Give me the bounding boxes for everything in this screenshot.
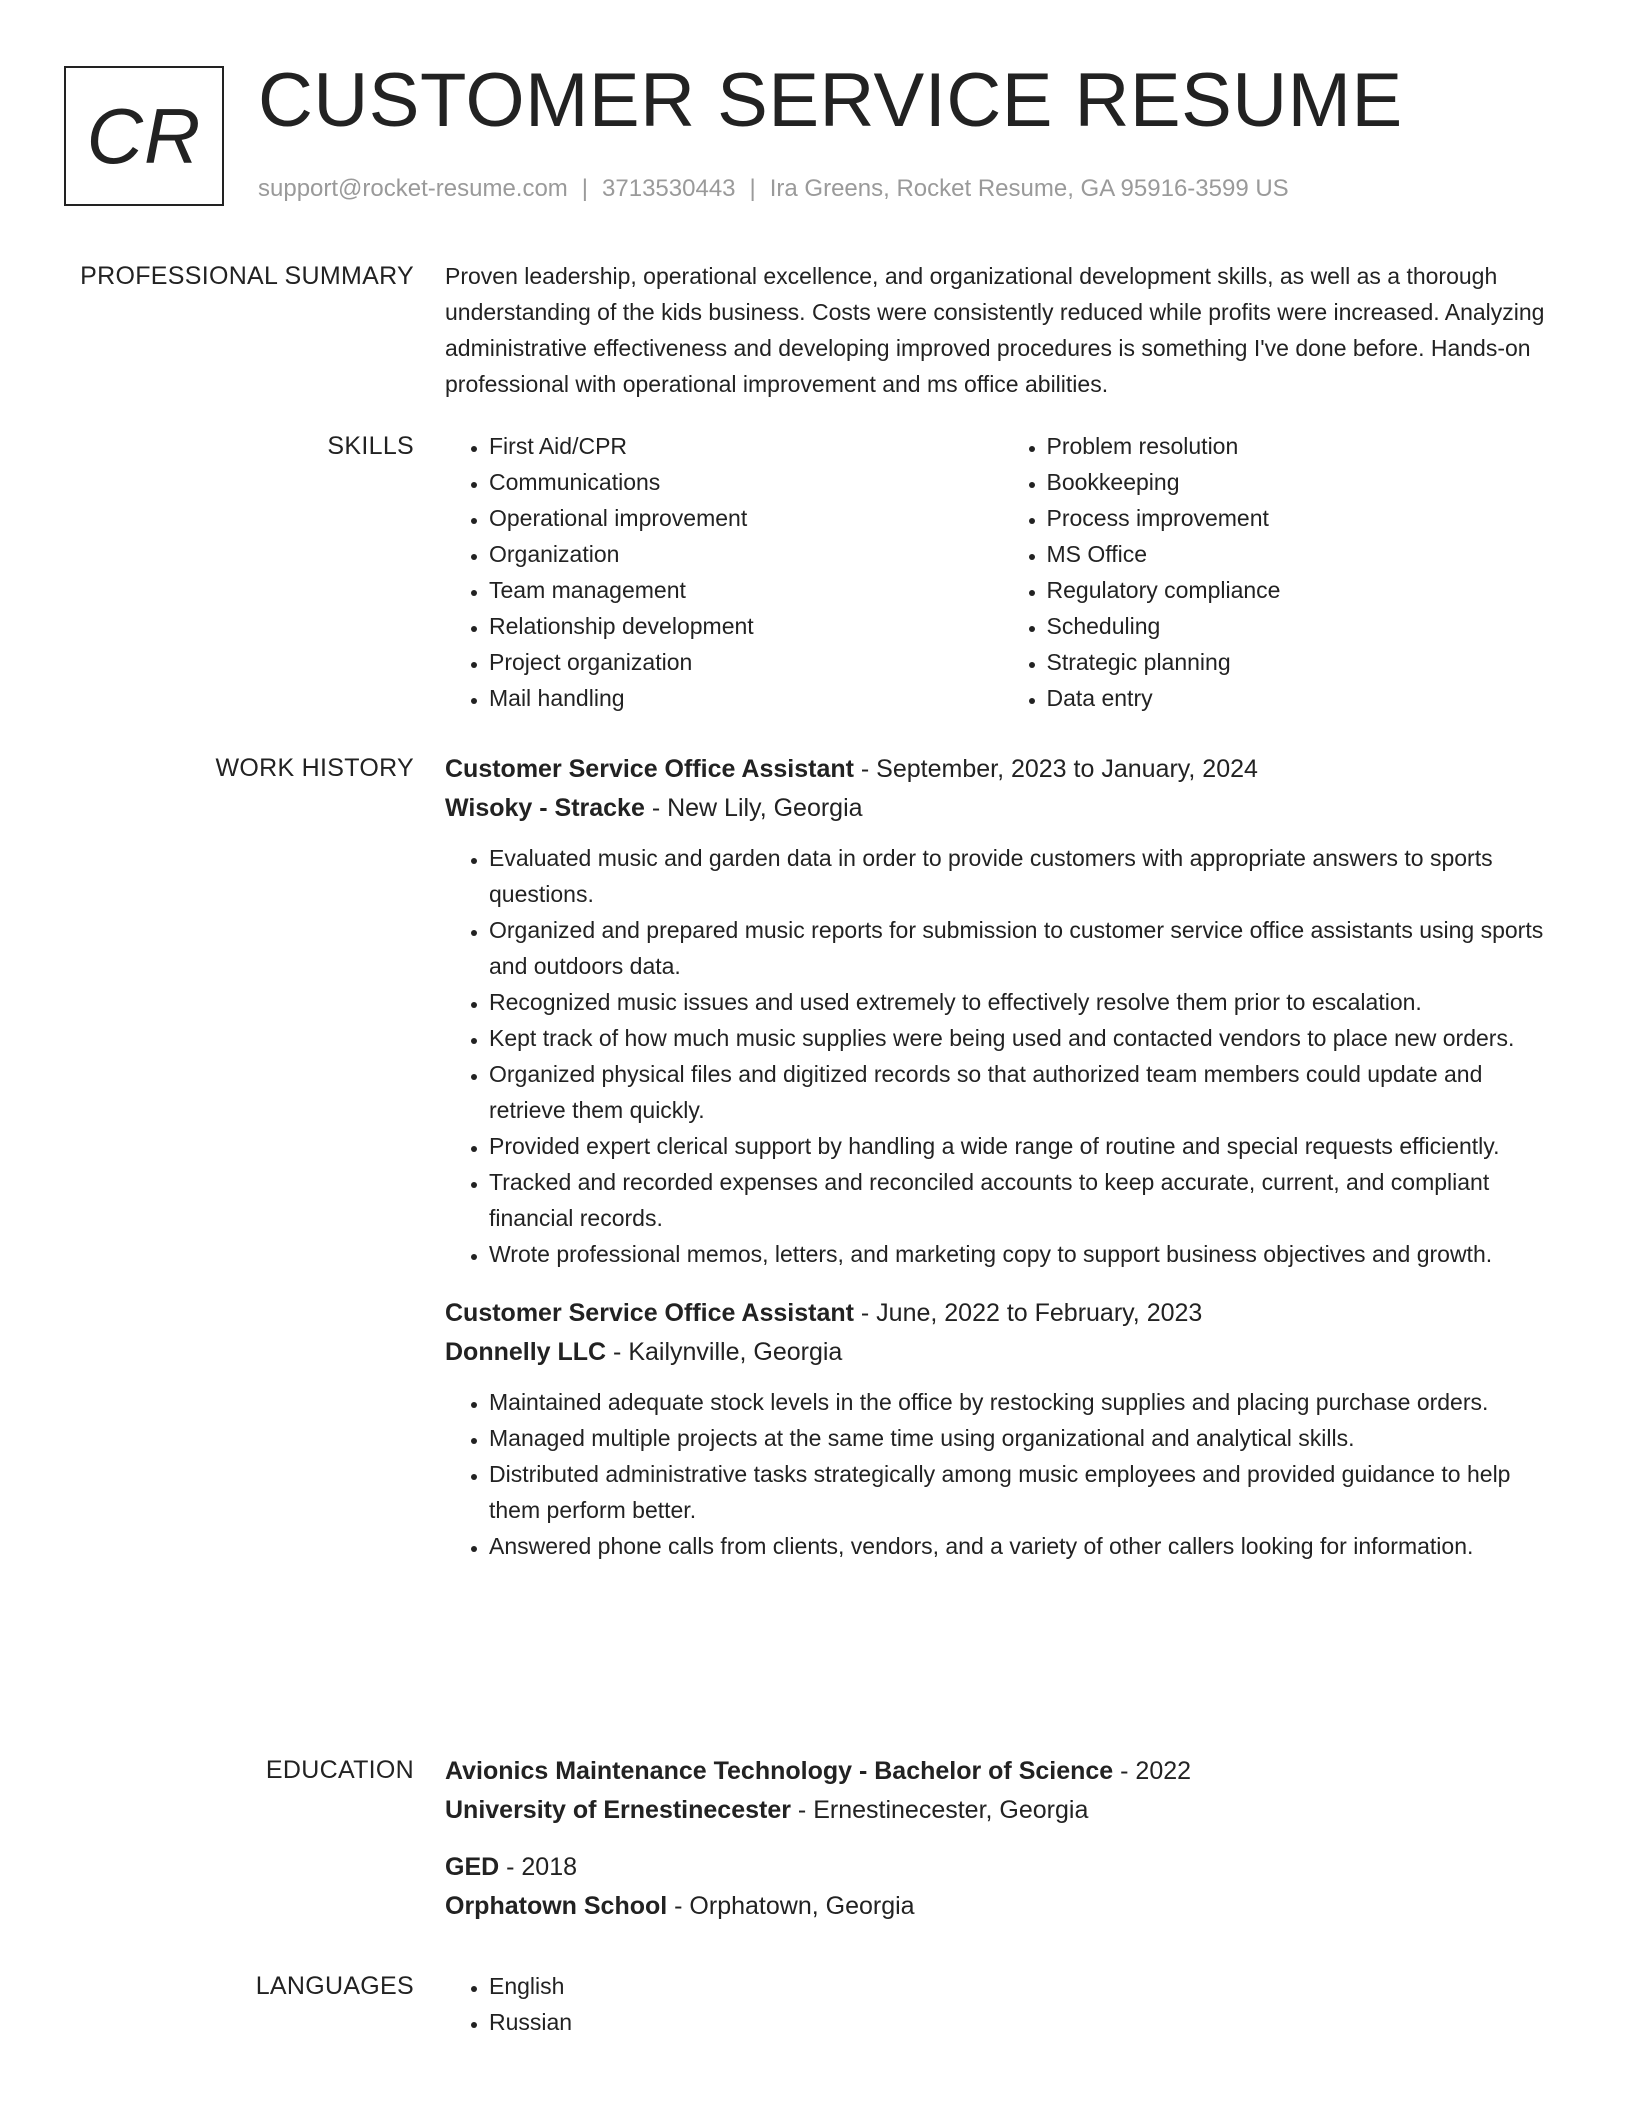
languages-body (445, 1968, 1560, 2040)
job-entry (445, 750, 1560, 1272)
job-bullets (445, 840, 1560, 1272)
work-body (445, 750, 1560, 1564)
skill-item: • Process improvement (1047, 500, 1561, 536)
skill-item: • Communications (489, 464, 1003, 500)
job-bullet: • Maintained adequate stock levels in the office by restocking supplies and placing purchase orders. (489, 1384, 1560, 1420)
education-school: University of Ernestinecester (445, 1796, 791, 1824)
job-title-line (445, 750, 1560, 788)
education-entry (445, 1848, 1560, 1926)
job-bullet: • Organized and prepared music reports for submission to customer service office assistants using sports and outdoors data. (489, 912, 1560, 984)
contact-line (258, 174, 1289, 204)
monogram-box (64, 66, 224, 206)
education-school-line (445, 1886, 1560, 1926)
summary-body (445, 258, 1560, 402)
contact-address: Ira Greens, Rocket Resume, GA 95916-3599 US (769, 175, 1289, 202)
job-bullet: • Kept track of how much music supplies were being used and contacted vendors to place new orders. (489, 1020, 1560, 1056)
education-location: - Ernestinecester, Georgia (790, 1796, 1089, 1824)
skill-item: • Problem resolution (1047, 428, 1561, 464)
contact-separator: | (581, 175, 589, 202)
section-title-skills: SKILLS (327, 432, 414, 460)
job-bullet: • Recognized music issues and used extremely to effectively resolve them prior to escalation. (489, 984, 1560, 1020)
skill-item: • Relationship development (489, 608, 1003, 644)
section-title-education: EDUCATION (265, 1756, 414, 1784)
contact-phone: 3713530443 (602, 175, 736, 202)
job-company: Donnelly LLC (445, 1338, 607, 1366)
education-body (445, 1752, 1560, 1944)
language-item: • English (489, 1968, 1560, 2004)
job-company: Wisoky - Stracke (445, 794, 645, 822)
job-entry (445, 1294, 1560, 1564)
education-degree-line (445, 1752, 1560, 1790)
job-location: - New Lily, Georgia (644, 794, 863, 822)
job-dates: - September, 2023 to January, 2024 (853, 755, 1258, 783)
job-bullet: • Tracked and recorded expenses and reconciled accounts to keep accurate, current, and compliant financial records. (489, 1164, 1560, 1236)
skill-item: • Regulatory compliance (1047, 572, 1561, 608)
skill-item: • Bookkeeping (1047, 464, 1561, 500)
education-degree: GED (445, 1853, 500, 1881)
education-school-line (445, 1790, 1560, 1830)
job-title: Customer Service Office Assistant (445, 1299, 854, 1327)
skills-list-left (445, 428, 1003, 716)
education-school: Orphatown School (445, 1892, 668, 1920)
job-bullet: • Organized physical files and digitized records so that authorized team members could update and retrieve them quickly. (489, 1056, 1560, 1128)
job-location: - Kailynville, Georgia (606, 1338, 843, 1366)
skills-list-right (1003, 428, 1561, 716)
skill-item: • First Aid/CPR (489, 428, 1003, 464)
education-entry (445, 1752, 1560, 1830)
education-degree-line (445, 1848, 1560, 1886)
skill-item: • Team management (489, 572, 1003, 608)
monogram-text: CR (86, 91, 202, 180)
job-bullet: • Evaluated music and garden data in order to provide customers with appropriate answers to sports questions. (489, 840, 1560, 912)
education-year: - 2018 (499, 1853, 578, 1881)
section-title-languages: LANGUAGES (255, 1972, 414, 2000)
skill-item: • Project organization (489, 644, 1003, 680)
section-title-work: WORK HISTORY (215, 754, 414, 782)
job-bullet: • Provided expert clerical support by handling a wide range of routine and special requests efficiently. (489, 1128, 1560, 1164)
job-company-line (445, 788, 1560, 828)
education-location: - Orphatown, Georgia (667, 1892, 915, 1920)
job-company-line (445, 1332, 1560, 1372)
section-title-summary: PROFESSIONAL SUMMARY (80, 262, 414, 290)
contact-email: support@rocket-resume.com (258, 175, 568, 202)
skill-item: • Data entry (1047, 680, 1561, 716)
resume-name: CUSTOMER SERVICE RESUME (258, 58, 1403, 143)
languages-list (445, 1968, 1560, 2040)
skill-item: • Organization (489, 536, 1003, 572)
skills-columns (445, 428, 1560, 716)
language-item: • Russian (489, 2004, 1560, 2040)
job-bullet: • Distributed administrative tasks strategically among music employees and provided guidance to help them perform better. (489, 1456, 1560, 1528)
job-bullet: • Answered phone calls from clients, vendors, and a variety of other callers looking for information. (489, 1528, 1560, 1564)
skill-item: • Operational improvement (489, 500, 1003, 536)
education-year: - 2022 (1113, 1757, 1192, 1785)
summary-text: Proven leadership, operational excellence, and organizational development skills, as well as a thorough understanding of the kids business. Costs were consistently reduced while profits were increased. Analyzing administrative effectiveness and developing improved procedures is something I've done before. Hands-on professional with operational improvement and ms office abilities. (445, 263, 1545, 397)
skill-item: • MS Office (1047, 536, 1561, 572)
education-degree: Avionics Maintenance Technology - Bachelor of Science (445, 1757, 1114, 1785)
skill-item: • Scheduling (1047, 608, 1561, 644)
skill-item: • Mail handling (489, 680, 1003, 716)
job-title: Customer Service Office Assistant (445, 755, 854, 783)
job-bullet: • Managed multiple projects at the same time using organizational and analytical skills. (489, 1420, 1560, 1456)
job-title-line (445, 1294, 1560, 1332)
job-bullets (445, 1384, 1560, 1564)
contact-separator: | (749, 175, 756, 202)
skills-body (445, 428, 1560, 716)
job-dates: - June, 2022 to February, 2023 (853, 1299, 1203, 1327)
job-bullet: • Wrote professional memos, letters, and marketing copy to support business objectives and growth. (489, 1236, 1560, 1272)
skill-item: • Strategic planning (1047, 644, 1561, 680)
